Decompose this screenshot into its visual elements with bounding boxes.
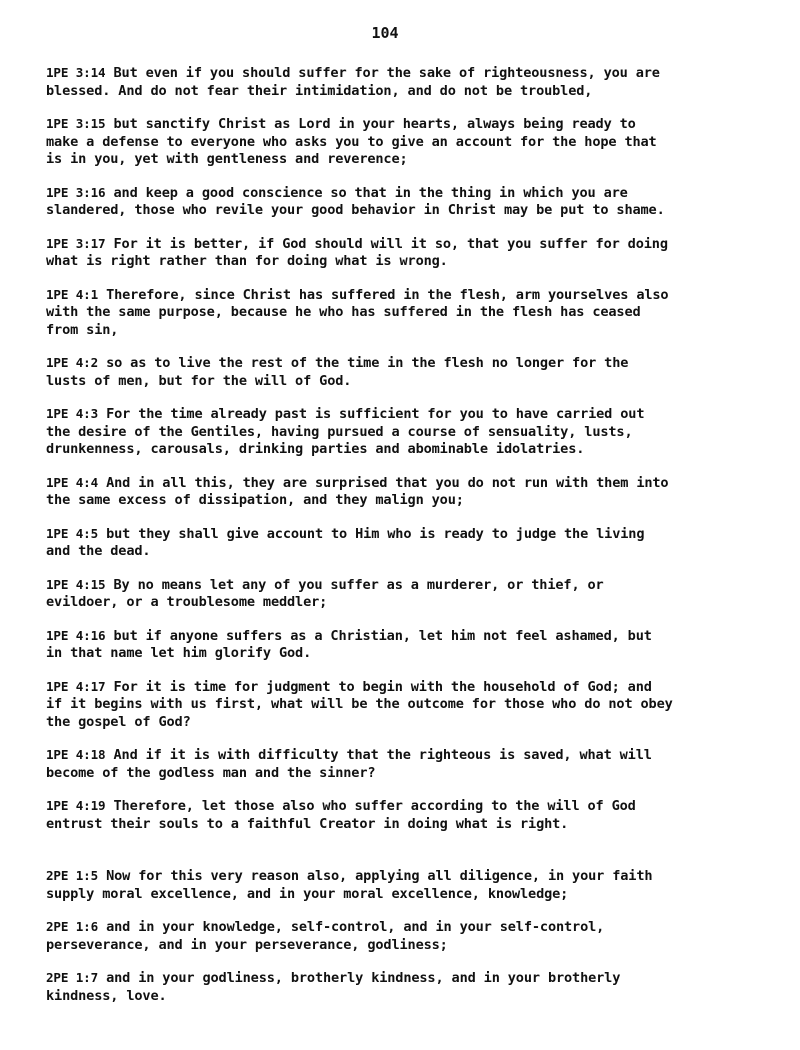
verse-paragraph [46,678,776,732]
verse-line [46,474,776,493]
verse-text: so as to live the rest of the time in the flesh no longer for the [98,355,629,371]
verse-line: from sin, [46,321,119,338]
verse-text: By no means let any of you suffer as a murderer, or thief, or [105,576,604,593]
verse-reference: 2PE 1:6 [46,919,99,934]
verse-paragraph [46,354,776,390]
verse-line [46,184,776,203]
verse-list [46,64,776,1020]
verse-line [46,115,776,134]
verse-text: Therefore, since Christ has suffered in the flesh, arm yourselves also [98,286,669,303]
verse-paragraph [46,746,776,782]
verse-paragraph [46,115,776,169]
verse-text: and keep a good conscience so that in the thing in which you are [105,184,628,201]
verse-paragraph [46,235,776,271]
verse-text: but sanctify Christ as Lord in your hearts, always being ready to [105,116,636,132]
verse-line: and the dead. [46,543,151,559]
verse-line: the gospel of God? [46,713,191,730]
verse-reference: 1PE 4:16 [46,627,106,643]
verse-paragraph [46,969,776,1005]
verse-line [46,576,776,595]
verse-line: entrust their souls to a faithful Creator in doing what is right. [46,815,569,832]
verse-text: And if it is with difficulty that the righteous is saved, what will [105,747,652,763]
verse-paragraph [46,405,776,459]
verse-reference: 1PE 3:16 [46,184,106,200]
verse-line [46,405,776,424]
verse-reference: 1PE 4:3 [46,406,99,421]
verse-line [46,918,776,937]
verse-reference: 1PE 4:19 [46,798,106,813]
verse-line [46,969,776,988]
verse-line: drunkenness, carousals, drinking parties and abominable idolatries. [46,441,585,457]
verse-line: what is right rather than for doing what is wrong. [46,253,448,269]
verse-line [46,746,776,765]
verse-line: perseverance, and in your perseverance, godliness; [46,936,448,953]
verse-text: For it is time for judgment to begin with the household of God; and [105,678,652,695]
verse-paragraph [46,797,776,833]
verse-reference: 1PE 4:1 [46,286,99,302]
verse-text: and in your knowledge, self-control, and in your self-control, [98,919,605,935]
verse-text: And in all this, they are surprised that you do not run with them into [98,474,669,491]
page-number: 104 [371,24,399,42]
verse-line [46,286,776,305]
verse-line [46,354,776,373]
verse-reference: 1PE 4:4 [46,474,99,490]
verse-paragraph [46,525,776,561]
verse-line: kindness, love. [46,987,167,1004]
verse-reference: 1PE 3:15 [46,116,106,131]
verse-line: if it begins with us first, what will be the outcome for those who do not obey [46,696,673,712]
verse-text: Therefore, let those also who suffer according to the will of God [105,798,636,814]
verse-line: make a defense to everyone who asks you to give an account for the hope that [46,133,657,150]
verse-line [46,64,776,83]
verse-line: in that name let him glorify God. [46,645,312,661]
verse-text: For the time already past is sufficient for you to have carried out [98,406,645,422]
verse-reference: 1PE 4:18 [46,747,106,762]
verse-paragraph [46,184,776,220]
verse-reference: 1PE 4:15 [46,576,106,592]
verse-reference: 2PE 1:5 [46,868,99,883]
verse-line: lusts of men, but for the will of God. [46,372,352,389]
verse-paragraph [46,918,776,954]
verse-line: become of the godless man and the sinner? [46,764,376,781]
verse-line: the same excess of dissipation, and they malign you; [46,492,464,508]
verse-text: Now for this very reason also, applying all diligence, in your faith [98,868,653,884]
verse-text: But even if you should suffer for the sake of righteousness, you are [105,65,660,81]
verse-line: with the same purpose, because he who has suffered in the flesh has ceased [46,304,641,320]
verse-line: is in you, yet with gentleness and reverence; [46,151,408,167]
verse-line [46,797,776,816]
verse-paragraph [46,286,776,340]
verse-line [46,867,776,886]
verse-line [46,235,776,254]
verse-line: the desire of the Gentiles, having pursued a course of sensuality, lusts, [46,423,633,440]
verse-line: blessed. And do not fear their intimidation, and do not be troubled, [46,82,593,99]
verse-paragraph [46,627,776,663]
verse-line: supply moral excellence, and in your moral excellence, knowledge; [46,885,569,902]
verse-reference: 1PE 4:17 [46,678,106,694]
verse-text: but if anyone suffers as a Christian, let him not feel ashamed, but [105,627,652,644]
verse-paragraph [46,867,776,903]
verse-line [46,627,776,646]
verse-line: slandered, those who revile your good behavior in Christ may be put to shame. [46,202,665,218]
verse-line [46,678,776,697]
verse-paragraph [46,576,776,612]
verse-reference: 1PE 3:17 [46,235,106,251]
verse-line: evildoer, or a troublesome meddler; [46,594,328,610]
verse-reference: 1PE 3:14 [46,65,106,80]
verse-reference: 1PE 4:2 [46,355,99,370]
verse-reference: 1PE 4:5 [46,525,99,541]
verse-reference: 2PE 1:7 [46,970,99,985]
verse-paragraph [46,64,776,100]
verse-line [46,525,776,544]
verse-text: but they shall give account to Him who is ready to judge the living [98,525,645,542]
verse-paragraph [46,474,776,510]
verse-text: and in your godliness, brotherly kindness, and in your brotherly [98,970,621,986]
verse-text: For it is better, if God should will it so, that you suffer for doing [105,235,668,252]
